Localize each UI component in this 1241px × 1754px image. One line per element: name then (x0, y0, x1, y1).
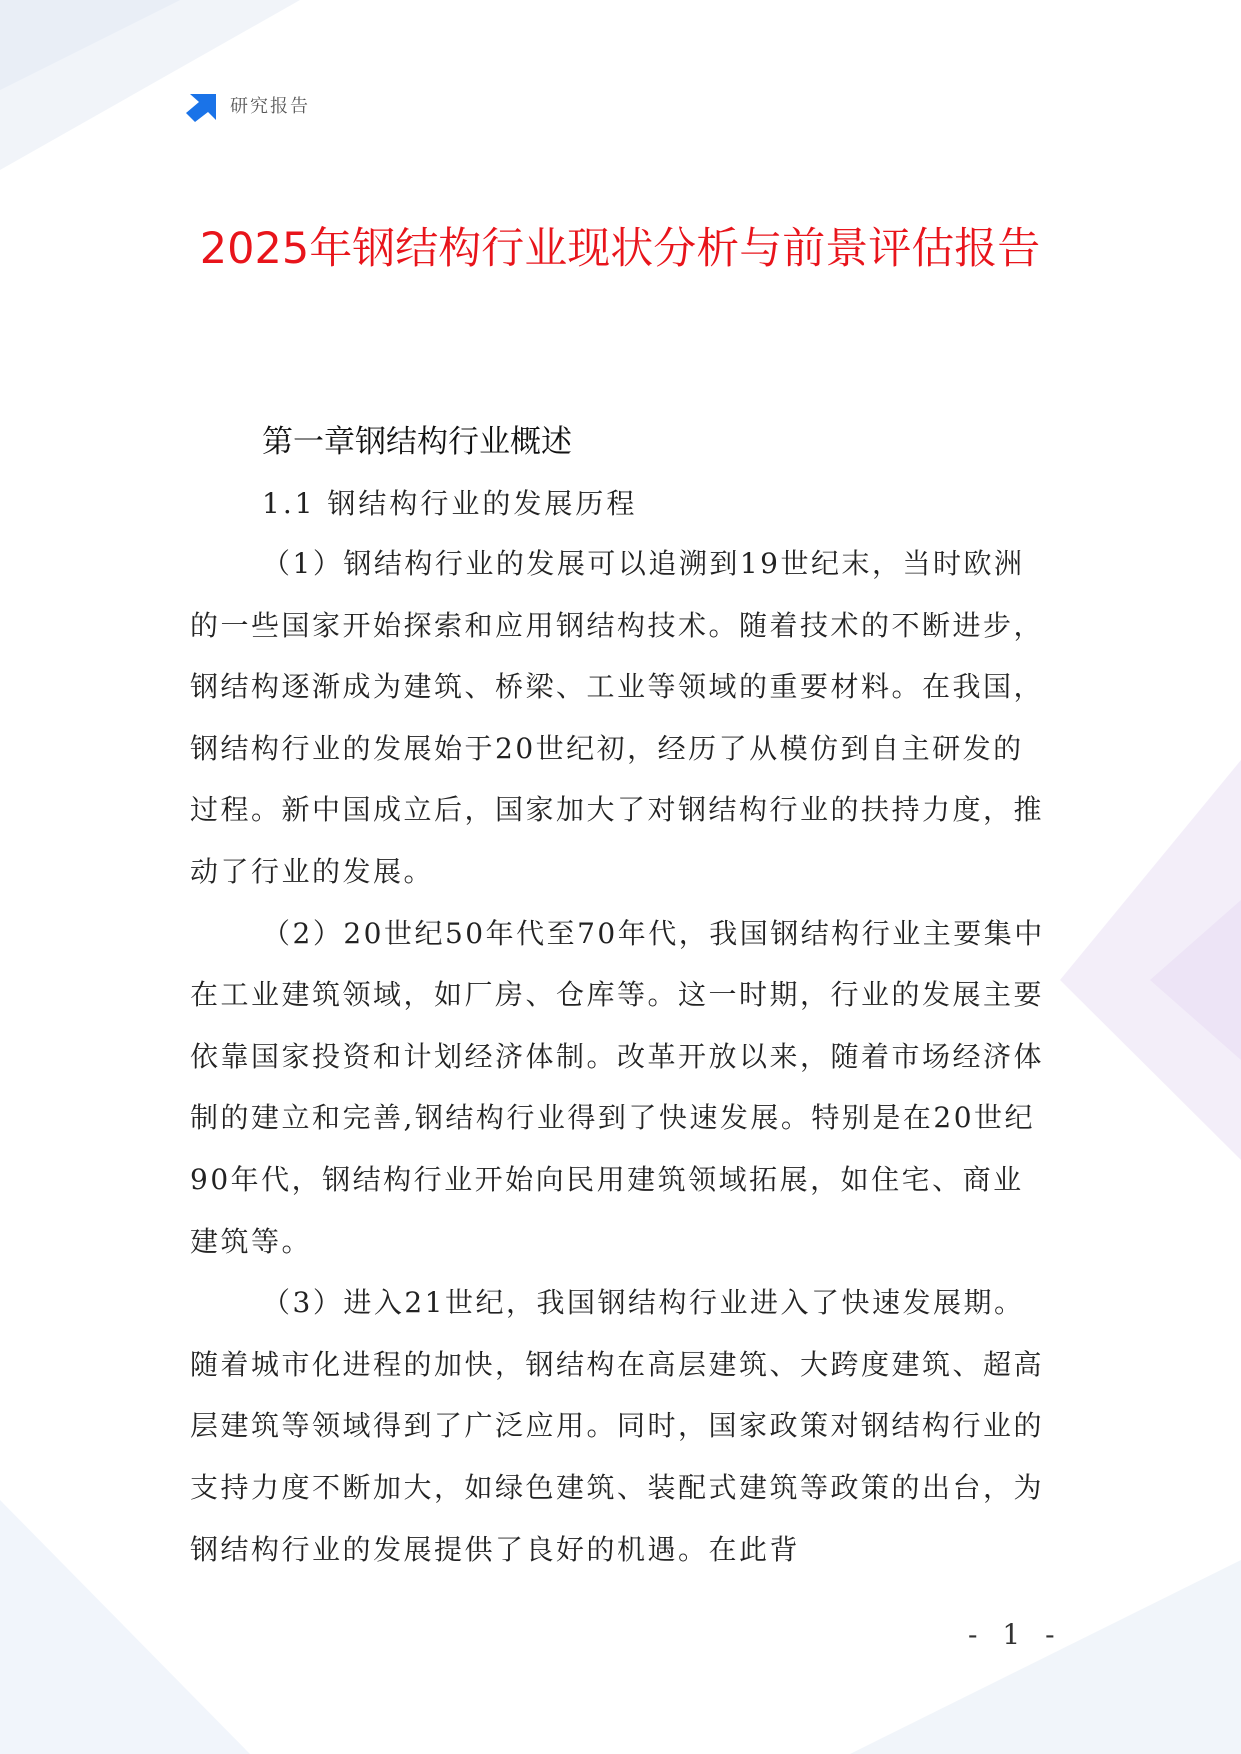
paragraph: （3）进入21世纪，我国钢结构行业进入了快速发展期。随着城市化进程的加快，钢结构在高层建筑、大跨度建筑、超高层建筑等领域得到了广泛应用。同时，国家政策对钢结构行业的支持力度不断加大，如绿色建筑、装配式建筑等政策的出台，为钢结构行业的发展提供了良好的机遇。在此背 (190, 1286, 1045, 1566)
arrow-up-right-icon (186, 88, 220, 122)
paragraph: （1）钢结构行业的发展可以追溯到19世纪末，当时欧洲的一些国家开始探索和应用钢结构技术。随着技术的不断进步，钢结构逐渐成为建筑、桥梁、工业等领域的重要材料。在我国，钢结构行业的发展始于20世纪初，经历了从模仿到自主研发的过程。新中国成立后，国家加大了对钢结构行业的扶持力度，推动了行业的发展。 (190, 547, 1045, 888)
header-label: 研究报告 (230, 96, 310, 117)
chapter-heading: 第一章钢结构行业概述 (262, 424, 572, 460)
section-heading: 1.1 钢结构行业的发展历程 (262, 487, 638, 520)
page-number: - 1 - (968, 1618, 1063, 1651)
paragraph: （2）20世纪50年代至70年代，我国钢结构行业主要集中在工业建筑领域，如厂房、仓库等。这一时期，行业的发展主要依靠国家投资和计划经济体制。改革开放以来，随着市场经济体制的建立和完善,钢结构行业得到了快速发展。特别是在20世纪90年代，钢结构行业开始向民用建筑领域拓展，如住宅、商业建筑等。 (190, 916, 1045, 1258)
page-title: 2025年钢结构行业现状分析与前景评估报告 (199, 224, 1041, 274)
report-header (186, 88, 310, 122)
body-text (190, 533, 1050, 1580)
